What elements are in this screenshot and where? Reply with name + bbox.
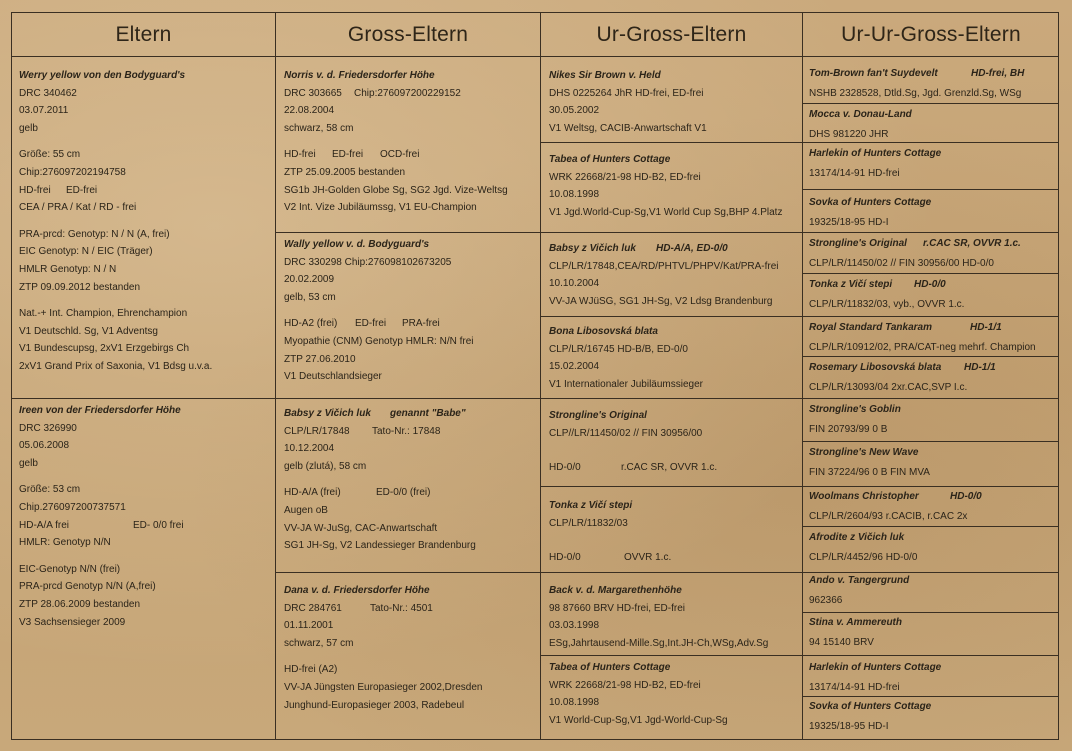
dog-name: Back v. d. Margarethenhöhe — [549, 585, 682, 596]
row-divider — [540, 142, 803, 143]
great-grandparent-entry: Tabea of Hunters Cottage WRK 22668/21-98 HD-B2, ED-frei 10.08.1998 V1 Jgd.World-Cup-Sg,V1 World Cup Sg,BHP 4.Platz — [549, 151, 800, 221]
great-great-grandparent-entry: Mocca v. Donau-Land DHS 981220 JHR — [809, 105, 1057, 144]
row-divider — [540, 655, 803, 656]
column-divider — [540, 12, 541, 740]
dog-name: Wally yellow v. d. Bodyguard's — [284, 239, 430, 250]
header-ur-ur-gross-eltern: Ur-Ur-Gross-Eltern — [841, 22, 1021, 46]
great-great-grandparent-entry: Ando v. Tangergrund 962366 — [809, 571, 1057, 610]
dog-name: Werry yellow von den Bodyguard's — [19, 70, 186, 81]
row-divider — [802, 232, 1059, 233]
great-grandparent-entry: Babsy z Vičich luk HD-A/A, ED-0/0 CLP/LR/17848,CEA/RD/PHTVL/PHPV/Kat/PRA-frei 10.10.2004 VV-JA WJüSG, SG1 JH-Sg, V2 Ldsg Brandenburg — [549, 240, 800, 310]
header-gross-eltern: Gross-Eltern — [347, 22, 469, 46]
great-great-grandparent-entry: Stina v. Ammereuth 94 15140 BRV — [809, 613, 1057, 652]
dog-name: Strongline's Original — [809, 238, 907, 249]
great-grandparent-entry: Bona Libosovská blata CLP/LR/16745 HD-B/B, ED-0/0 15.02.2004 V1 Internationaler Jubiläumssieger — [549, 323, 800, 393]
row-divider — [540, 316, 803, 317]
great-grandparent-entry: Nikes Sir Brown v. Held DHS 0225264 JhR HD-frei, ED-frei 30.05.2002 V1 Weltsg, CACIB-Anwartschaft V1 — [549, 67, 800, 137]
great-grandparent-entry: Tonka z Vičí stepi CLP/LR/11832/03 HD-0/0 OVVR 1.c. — [549, 497, 800, 567]
great-great-grandparent-entry: Sovka of Hunters Cottage 19325/18-95 HD-I — [809, 193, 1057, 232]
row-divider — [802, 655, 1059, 656]
dog-name: Tom-Brown fan't Suydevelt — [809, 68, 938, 79]
header-divider — [11, 56, 1059, 57]
column-divider — [802, 12, 803, 740]
dog-name: Sovka of Hunters Cottage — [809, 197, 932, 208]
dog-name: Dana v. d. Friedersdorfer Höhe — [284, 585, 430, 596]
column-divider — [275, 12, 276, 740]
dog-name: Royal Standard Tankaram — [809, 322, 933, 333]
header-ur-gross-eltern: Ur-Gross-Eltern — [596, 22, 747, 46]
dog-name: Strongline's Original — [549, 410, 647, 421]
great-great-grandparent-entry: Strongline's New Wave FIN 37224/96 0 B FIN MVA — [809, 443, 1057, 482]
great-great-grandparent-entry: Sovka of Hunters Cottage 19325/18-95 HD-I — [809, 697, 1057, 736]
row-divider — [540, 398, 803, 399]
dog-name: Strongline's New Wave — [809, 447, 919, 458]
dog-name: Tonka z Vičí stepi — [549, 500, 633, 511]
dog-name: Tonka z Vičí stepi — [809, 279, 893, 290]
great-great-grandparent-entry: Harlekin of Hunters Cottage 13174/14-91 HD-frei — [809, 658, 1057, 697]
row-divider — [802, 316, 1059, 317]
dog-name: Strongline's Goblin — [809, 404, 901, 415]
father-entry: Werry yellow von den Bodyguard's DRC 340462 03.07.2011 gelb Größe: 55 cm Chip:276097202194758 HD-frei ED-frei CEA / PRA / Kat / RD - frei PRA-prcd: Genotyp: N / N (A, frei) EIC Genotyp: N / EIC (Träger) HMLR Genotyp: N / N ZTP 09.09.2012 bestanden Nat.-+ Int. Champion, Ehrenchampion V1 Deutschld. Sg, V1 Adventsg V1 Bundescupsg, 2xV1 Erzgebirgs Ch 2xV1 Grand Prix of Saxonia, V1 Bdsg u.v.a. — [19, 67, 271, 376]
great-grandparent-entry: Strongline's Original CLP//LR/11450/02 // FIN 30956/00 HD-0/0 r.CAC SR, OVVR 1.c. — [549, 407, 800, 477]
dog-name: Nikes Sir Brown v. Held — [549, 70, 661, 81]
row-divider — [275, 232, 541, 233]
dog-name: Afrodite z Vičich luk — [809, 532, 905, 543]
dog-name: Harlekin of Hunters Cottage — [809, 662, 942, 673]
dog-name: Bona Libosovská blata — [549, 326, 658, 337]
row-divider — [802, 526, 1059, 527]
dog-name: Woolmans Christopher — [809, 491, 919, 502]
great-great-grandparent-entry: Woolmans Christopher HD-0/0 CLP/LR/2604/93 r.CACIB, r.CAC 2x — [809, 487, 1057, 526]
dog-name: Ireen von der Friedersdorfer Höhe — [19, 405, 181, 416]
great-great-grandparent-entry: Harlekin of Hunters Cottage 13174/14-91 HD-frei — [809, 144, 1057, 183]
row-divider — [802, 273, 1059, 274]
row-divider — [275, 572, 541, 573]
row-divider — [802, 103, 1059, 104]
dog-name: Tabea of Hunters Cottage — [549, 662, 671, 673]
dog-name: Mocca v. Donau-Land — [809, 109, 912, 120]
row-divider — [540, 572, 803, 573]
row-divider — [540, 486, 803, 487]
row-divider — [802, 398, 1059, 399]
great-great-grandparent-entry: Strongline's Original r.CAC SR, OVVR 1.c. CLP/LR/11450/02 // FIN 30956/00 HD-0/0 — [809, 234, 1057, 273]
dog-name: Stina v. Ammereuth — [809, 617, 902, 628]
row-divider — [275, 398, 541, 399]
row-divider — [11, 398, 276, 399]
grandmother-maternal-entry: Dana v. d. Friedersdorfer Höhe DRC 284761 Tato-Nr.: 4501 01.11.2001 schwarz, 57 cm HD-frei (A2) VV-JA Jüngsten Europasieger 2002,Dresden Junghund-Europasieger 2003, Radebeul — [284, 582, 538, 714]
row-divider — [802, 189, 1059, 190]
dog-name: Babsy z Vičich luk — [549, 243, 636, 254]
row-divider — [540, 232, 803, 233]
dog-name: Norris v. d. Friedersdorfer Höhe — [284, 70, 435, 81]
dog-name: Harlekin of Hunters Cottage — [809, 148, 942, 159]
great-grandparent-entry: Tabea of Hunters Cottage WRK 22668/21-98 HD-B2, ED-frei 10.08.1998 V1 World-Cup-Sg,V1 Jgd-World-Cup-Sg — [549, 659, 800, 729]
great-great-grandparent-entry: Strongline's Goblin FIN 20793/99 0 B — [809, 400, 1057, 439]
grandfather-maternal-entry: Babsy z Vičich luk genannt "Babe" CLP/LR/17848 Tato-Nr.: 17848 10.12.2004 gelb (zlutá), 58 cm HD-A/A (frei) ED-0/0 (frei) Augen oB VV-JA W-JuSg, CAC-Anwartschaft SG1 JH-Sg, V2 Landessieger Brandenburg — [284, 405, 538, 555]
great-great-grandparent-entry: Afrodite z Vičich luk CLP/LR/4452/96 HD-0/0 — [809, 528, 1057, 567]
dog-name: Ando v. Tangergrund — [809, 575, 910, 586]
grandfather-paternal-entry: Norris v. d. Friedersdorfer Höhe DRC 303665 Chip:276097200229152 22.08.2004 schwarz, 58 cm HD-frei ED-frei OCD-frei ZTP 25.09.2005 bestanden SG1b JH-Golden Globe Sg, SG2 Jgd. Vize-Weltsg V2 Int. Vize Jubiläumssg, V1 EU-Champion — [284, 67, 538, 217]
great-great-grandparent-entry: Tom-Brown fan't Suydevelt HD-frei, BH NSHB 2328528, Dtld.Sg, Jgd. Grenzld.Sg, WSg — [809, 64, 1057, 103]
great-grandparent-entry: Back v. d. Margarethenhöhe 98 87660 BRV HD-frei, ED-frei 03.03.1998 ESg,Jahrtausend-Mille.Sg,Int.JH-Ch,WSg,Adv.Sg — [549, 582, 800, 652]
dog-name: Rosemary Libosovská blata — [809, 362, 942, 373]
great-great-grandparent-entry: Royal Standard Tankaram HD-1/1 CLP/LR/10912/02, PRA/CAT-neg mehrf. Champion — [809, 318, 1057, 357]
grandmother-paternal-entry: Wally yellow v. d. Bodyguard's DRC 330298 Chip:276098102673205 20.02.2009 gelb, 53 cm HD-A2 (frei) ED-frei PRA-frei Myopathie (CNM) Genotyp HMLR: N/N frei ZTP 27.06.2010 V1 Deutschlandsieger — [284, 236, 538, 386]
dog-name: Tabea of Hunters Cottage — [549, 154, 671, 165]
dog-name: Babsy z Vičich luk — [284, 408, 371, 419]
great-great-grandparent-entry: Rosemary Libosovská blata HD-1/1 CLP/LR/13093/04 2xr.CAC,SVP I.c. — [809, 358, 1057, 397]
mother-entry: Ireen von der Friedersdorfer Höhe DRC 326990 05.06.2008 gelb Größe: 53 cm Chip.276097200737571 HD-A/A frei ED- 0/0 frei HMLR: Genotyp N/N EIC-Genotyp N/N (frei) PRA-prcd Genotyp N/N (A,frei) ZTP 28.06.2009 bestanden V3 Sachsensieger 2009 — [19, 402, 271, 631]
row-divider — [802, 441, 1059, 442]
header-eltern: Eltern — [115, 22, 172, 46]
great-great-grandparent-entry: Tonka z Vičí stepi HD-0/0 CLP/LR/11832/03, vyb., OVVR 1.c. — [809, 275, 1057, 314]
dog-name: Sovka of Hunters Cottage — [809, 701, 932, 712]
